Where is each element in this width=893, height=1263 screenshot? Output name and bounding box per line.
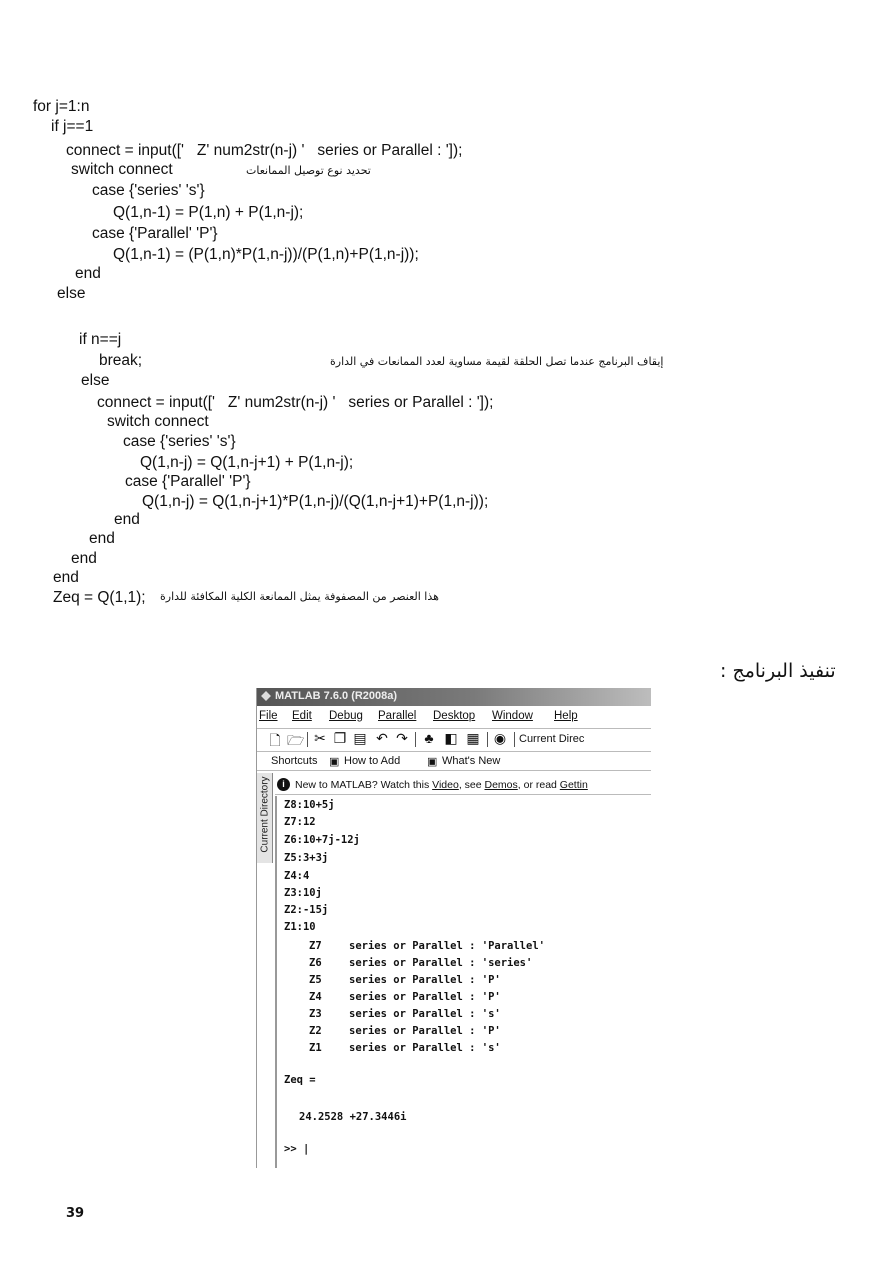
prompt-z: Z5 (309, 974, 322, 986)
prompt-z: Z7 (309, 940, 322, 952)
prompt-z: Z2 (309, 1025, 322, 1037)
prompt-z: Z6 (309, 957, 322, 969)
code-line: end (53, 569, 79, 586)
code-line: switch connect (71, 161, 173, 178)
menu-desktop[interactable]: Desktop (433, 710, 476, 722)
new-file-icon[interactable]: 🗋 (269, 732, 281, 748)
menu-help[interactable]: Help (554, 710, 578, 722)
shortcuts-bar (257, 752, 651, 771)
code-line: Q(1,n-j) = Q(1,n-j+1) + P(1,n-j); (140, 454, 354, 471)
code-line: Zeq = Q(1,1); (53, 589, 146, 606)
section-heading: تنفيذ البرنامج : (720, 660, 836, 682)
prompt-text: series or Parallel : 'Parallel' (349, 940, 545, 952)
code-line: if j==1 (51, 118, 94, 135)
input-line: Z2:-15j (284, 904, 329, 916)
input-line: Z6:10+7j-12j (284, 834, 360, 846)
code-listing (0, 0, 893, 620)
profiler-icon[interactable]: ▦ (466, 730, 480, 746)
window-title: MATLAB 7.6.0 (R2008a) (275, 690, 398, 702)
undo-icon[interactable]: ↶ (376, 730, 388, 746)
matlab-logo-icon (261, 691, 271, 701)
toolbar-separator (514, 732, 515, 747)
whats-new-link[interactable]: What's New (442, 755, 501, 767)
open-file-icon[interactable]: 🗁 (287, 732, 305, 748)
info-bar (275, 776, 651, 795)
simulink-icon[interactable]: ♣ (424, 730, 434, 746)
toolbar-separator (415, 732, 416, 747)
input-line: Z3:10j (284, 887, 322, 899)
toolbar-separator (487, 732, 488, 747)
side-tab-label: Current Directory (259, 776, 271, 853)
copy-icon[interactable]: ❐ (333, 730, 347, 746)
code-line: end (71, 550, 97, 567)
title-bar (257, 688, 651, 706)
menu-edit[interactable]: Edit (292, 710, 312, 722)
result-label: Zeq = (284, 1074, 316, 1086)
code-line: Q(1,n-1) = (P(1,n)*P(1,n-j))/(P(1,n)+P(1,n-j)); (113, 246, 419, 263)
how-to-add-link[interactable]: How to Add (344, 755, 401, 767)
prompt-z: Z1 (309, 1042, 322, 1054)
current-directory-tab[interactable] (257, 773, 273, 863)
info-icon: i (277, 778, 290, 791)
demos-link[interactable]: Demos (484, 779, 518, 791)
code-line: break; (99, 352, 143, 369)
code-line: connect = input([' Z' num2str(n-j) ' series or Parallel : ']); (66, 142, 463, 159)
toolbar (257, 728, 651, 752)
code-line: Q(1,n-j) = Q(1,n-j+1)*P(1,n-j)/(Q(1,n-j+1)+P(1,n-j)); (142, 493, 489, 510)
shortcut-icon: ▣ (427, 756, 438, 768)
arabic-comment-connection-type: تحديد نوع توصيل الممانعات (246, 164, 371, 177)
shortcut-icon: ▣ (329, 756, 340, 768)
code-line: case {'Parallel' 'P'} (125, 473, 251, 490)
code-line: switch connect (107, 413, 209, 430)
prompt-z: Z4 (309, 991, 322, 1003)
arabic-comment-zeq: هذا العنصر من المصفوفة يمثل الممانعة الكلية المكافئة للدارة (160, 590, 439, 603)
getting-started-link[interactable]: Gettin (559, 779, 588, 791)
menu-bar (257, 708, 651, 726)
result-value: 24.2528 +27.3446i (299, 1111, 407, 1123)
input-line: Z4:4 (284, 870, 310, 882)
prompt-z: Z3 (309, 1008, 322, 1020)
code-line: end (89, 530, 115, 547)
code-line: for j=1:n (33, 98, 90, 115)
menu-debug[interactable]: Debug (329, 710, 363, 722)
prompt-text: series or Parallel : 'P' (349, 974, 501, 986)
menu-file[interactable]: File (259, 710, 278, 722)
input-line: Z1:10 (284, 921, 316, 933)
prompt-text: series or Parallel : 's' (349, 1008, 501, 1020)
redo-icon[interactable]: ↷ (396, 730, 408, 746)
prompt-text: series or Parallel : 's' (349, 1042, 501, 1054)
shortcuts-label[interactable]: Shortcuts (271, 755, 318, 767)
input-line: Z7:12 (284, 816, 316, 828)
video-link[interactable]: Video (432, 779, 459, 791)
matlab-window (256, 688, 651, 1168)
info-text: New to MATLAB? Watch this Video, see Demos, or read Gettin (295, 779, 588, 791)
command-prompt[interactable]: >> | (284, 1143, 310, 1155)
menu-window[interactable]: Window (492, 710, 533, 722)
input-line: Z5:3+3j (284, 852, 329, 864)
page-number: 39 (66, 1206, 85, 1221)
menu-parallel[interactable]: Parallel (378, 710, 417, 722)
code-line: end (114, 511, 140, 528)
prompt-text: series or Parallel : 'P' (349, 991, 501, 1003)
prompt-text: series or Parallel : 'series' (349, 957, 533, 969)
paste-icon[interactable]: ▤ (353, 730, 367, 746)
prompt-text: series or Parallel : 'P' (349, 1025, 501, 1037)
code-line: connect = input([' Z' num2str(n-j) ' series or Parallel : ']); (97, 394, 494, 411)
code-line: else (81, 372, 110, 389)
toolbar-separator (307, 732, 308, 747)
code-line: case {'series' 's'} (92, 182, 205, 199)
current-directory-label: Current Direc (519, 733, 585, 745)
guide-icon[interactable]: ◧ (444, 730, 458, 746)
code-line: case {'Parallel' 'P'} (92, 225, 218, 242)
input-line: Z8:10+5j (284, 799, 335, 811)
help-icon[interactable]: ◉ (493, 730, 507, 746)
code-line: Q(1,n-1) = P(1,n) + P(1,n-j); (113, 204, 304, 221)
code-line: if n==j (79, 331, 122, 348)
arabic-comment-break: إيقاف البرنامج عندما تصل الحلقة لقيمة مساوية لعدد الممانعات في الدارة (330, 355, 664, 368)
command-window-border (275, 796, 277, 1168)
code-line: else (57, 285, 86, 302)
cut-icon[interactable]: ✂ (314, 730, 326, 746)
code-line: case {'series' 's'} (123, 433, 236, 450)
code-line: end (75, 265, 101, 282)
